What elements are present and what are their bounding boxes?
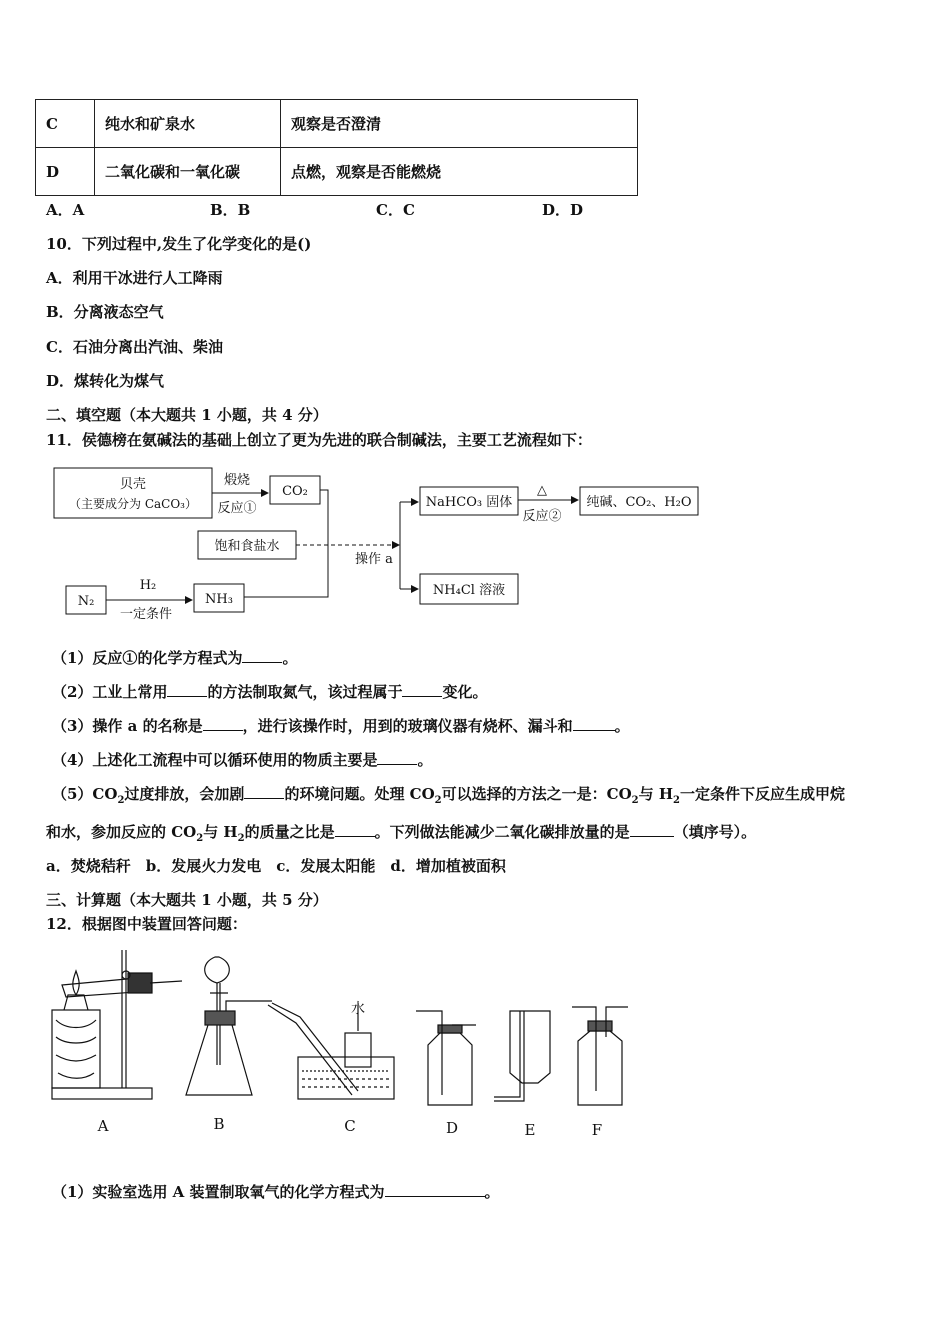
calcine-label: 煅烧: [223, 473, 251, 488]
answer-blank[interactable]: [203, 716, 243, 731]
row-items: 二氧化碳和一氧化碳: [95, 148, 281, 196]
apparatus-d: [416, 1011, 476, 1105]
row-label: D: [36, 148, 95, 196]
q11-sub3: （3）操作 a 的名称是 ，进行该操作时，用到的玻璃仪器有烧杯、漏斗和 。: [52, 717, 630, 735]
choice-a[interactable]: A．A: [46, 201, 85, 219]
apparatus-label-d: D: [445, 1119, 459, 1137]
nh3-label: NH₃: [205, 592, 233, 607]
shell-sub-label: （主要成分为 CaCO₃）: [69, 497, 197, 511]
apparatus-label-f: F: [591, 1121, 603, 1139]
section-title: 二、填空题（本大题共 1 小题，共 4 分）: [46, 406, 328, 424]
products-label: 纯碱、CO₂、H₂O: [586, 495, 692, 510]
reaction2-label: 反应②: [522, 509, 562, 524]
row-method: 观察是否澄清: [281, 100, 638, 148]
answer-blank[interactable]: [377, 750, 417, 765]
choice-c[interactable]: C．C: [376, 201, 415, 219]
choice-d[interactable]: D．D: [542, 201, 584, 219]
n2-label: N₂: [77, 594, 95, 609]
water-label: 水: [351, 1001, 365, 1017]
row-items: 纯水和矿泉水: [95, 100, 281, 148]
brine-label: 饱和食盐水: [214, 539, 280, 554]
q10-option-b[interactable]: B．分离液态空气: [46, 303, 164, 321]
apparatus-figure: [40, 945, 660, 1145]
delta-label: △: [537, 483, 547, 498]
apparatus-c: [268, 1003, 394, 1099]
table-row: [36, 148, 638, 196]
apparatus-label-c: C: [344, 1117, 356, 1135]
apparatus-f: [572, 1007, 628, 1105]
row-label: C: [36, 100, 95, 148]
answer-blank[interactable]: [244, 784, 284, 799]
answer-blank[interactable]: [402, 682, 442, 697]
answer-blank[interactable]: [385, 1182, 485, 1197]
q11-sub2: （2）工业上常用 的方法制取氮气，该过程属于 变化。: [52, 683, 488, 701]
co2-label: CO₂: [282, 484, 308, 499]
q12-sub1: （1）实验室选用 A 装置制取氧气的化学方程式为 。: [52, 1183, 500, 1201]
apparatus-label-e: E: [524, 1121, 536, 1139]
q12-stem: 12．根据图中装置回答问题：: [46, 915, 247, 933]
shell-label: 贝壳: [119, 477, 147, 492]
apparatus-label-b: B: [213, 1115, 225, 1133]
section-title: 三、计算题（本大题共 1 小题，共 5 分）: [46, 891, 328, 909]
reaction1-label: 反应①: [217, 501, 257, 516]
q10-option-d[interactable]: D．煤转化为煤气: [46, 372, 165, 390]
q11-sub5: $(5)CO_2$过度排放，会加剧 的环境问题。处理 $CO_2$可以选择的方法之一是：$CO_2$与 $H_2$一定条件下反应生成甲烷: [52, 785, 846, 806]
condition-label: 一定条件: [119, 607, 173, 620]
q11-sub4: （4）上述化工流程中可以循环使用的物质主要是 。: [52, 751, 433, 769]
nahco3-label: NaHCO₃ 固体: [425, 495, 513, 510]
h2-label: H₂: [139, 578, 157, 593]
q10-option-c[interactable]: C．石油分离出汽油、柴油: [46, 338, 223, 356]
process-flow-diagram: [50, 460, 710, 620]
q11-stem: 11．侯德榜在氨碱法的基础上创立了更为先进的联合制碱法，主要工艺流程如下：: [46, 431, 592, 449]
choice-b[interactable]: B．B: [210, 201, 251, 219]
table-row: [36, 100, 638, 148]
answer-blank[interactable]: [167, 682, 207, 697]
apparatus-a: [52, 950, 182, 1099]
q11-sub1: （1）反应①的化学方程式为 。: [52, 649, 298, 667]
answer-blank[interactable]: [630, 822, 674, 837]
operation-a-label: 操作 a: [355, 552, 393, 567]
q10-stem: 10．下列过程中,发生了化学变化的是(): [46, 235, 312, 253]
q11-sub5-cont: 和水，参加反应的 $CO_2$与 $H_2$的质量之比是 。下列做法能减少二氧化碳排放量的是 （填序号）。: [46, 823, 757, 844]
q10-option-a[interactable]: A．利用干冰进行人工降雨: [46, 269, 223, 287]
nh4cl-label: NH₄Cl 溶液: [432, 583, 506, 598]
q11-sub5-options: a．焚烧秸秆 b．发展火力发电 c．发展太阳能 d．增加植被面积: [46, 857, 506, 875]
q9-table: [35, 99, 638, 196]
row-method: 点燃，观察是否能燃烧: [281, 148, 638, 196]
answer-blank[interactable]: [573, 716, 615, 731]
apparatus-e: [494, 1011, 550, 1101]
apparatus-label-a: A: [97, 1117, 109, 1135]
answer-blank[interactable]: [242, 648, 282, 663]
answer-blank[interactable]: [335, 822, 375, 837]
apparatus-b: [186, 957, 272, 1095]
